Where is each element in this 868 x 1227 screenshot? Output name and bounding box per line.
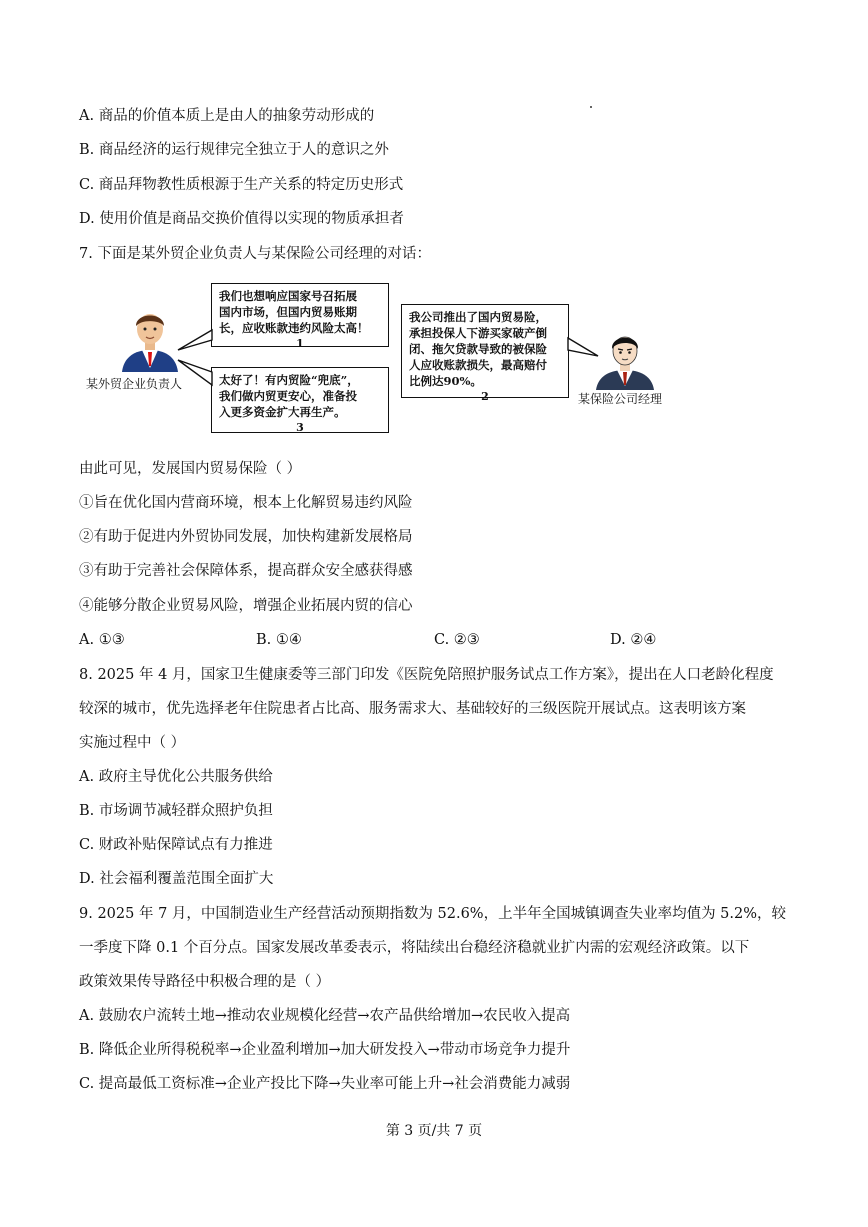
q8-option-a: A. 政府主导优化公共服务供给 [79,769,273,785]
q7-item-2: ②有助于促进内外贸协同发展，加快构建新发展格局 [79,529,413,545]
q7-stem: 7. 下面是某外贸企业负责人与某保险公司经理的对话： [79,246,431,262]
q9-line-1: 9. 2025 年 7 月，中国制造业生产经营活动预期指数为 52.6%，上半年全国城镇调查失业率均值为 5.2%，较 [79,906,787,922]
page-footer: 第 3 页/共 7 页 [385,1123,483,1139]
q8-option-b: B. 市场调节减轻群众照护负担 [79,803,273,819]
q8-line-2: 较深的城市，优先选择老年住院患者占比高、服务需求大、基础较好的三级医院开展试点。这表明该方案 [79,701,746,717]
q7-option-b: B. ①④ [256,632,302,648]
bubble1-line: 国内市场，但国内贸易账期 [219,305,357,319]
q7-option-c: C. ②③ [434,632,480,648]
bubble1-number: 1 [296,337,304,350]
bubble-tails [0,0,868,460]
q6-option-a: A. 商品的价值本质上是由人的抽象劳动形成的 [79,108,375,124]
q7-item-3: ③有助于完善社会保障体系，提高群众安全感获得感 [79,563,413,579]
q7-lead: 由此可见，发展国内贸易保险（ ） [79,461,302,477]
left-person-caption: 某外贸企业负责人 [86,377,183,391]
bubble2-line: 闭、拖欠贷款导致的被保险 [409,342,547,356]
right-person-caption: 某保险公司经理 [578,392,663,406]
bubble1-line: 我们也想响应国家号召拓展 [219,289,357,303]
bubble3-number: 3 [296,421,304,434]
bubble2-line: 比例达90%。 [409,374,482,388]
q9-line-3: 政策效果传导路径中积极合理的是（ ） [79,974,331,990]
bubble3-line: 入更多资金扩大再生产。 [219,405,346,419]
q9-option-a: A. 鼓励农户流转土地→推动农业规模化经营→农产品供给增加→农民收入提高 [79,1008,571,1024]
bubble2-line: 承担投保人下游买家破产倒 [409,326,547,340]
q8-line-3: 实施过程中（ ） [79,735,186,751]
bubble2-number: 2 [481,390,489,403]
q8-line-1: 8. 2025 年 4 月，国家卫生健康委等三部门印发《医院免陪照护服务试点工作方案》，提出在人口老龄化程度 [79,667,774,683]
bubble3-line: 太好了！有内贸险“兜底”， [219,373,359,387]
bubble3-line: 我们做内贸更安心，准备投 [219,389,357,403]
q8-option-d: D. 社会福利覆盖范围全面扩大 [79,871,274,887]
q6-option-d: D. 使用价值是商品交换价值得以实现的物质承担者 [79,211,404,227]
bubble2-line: 我公司推出了国内贸易险， [409,310,547,324]
q7-item-4: ④能够分散企业贸易风险，增强企业拓展内贸的信心 [79,598,413,614]
q6-option-c: C. 商品拜物教性质根源于生产关系的特定历史形式 [79,177,404,193]
q9-option-b: B. 降低企业所得税税率→企业盈利增加→加大研发投入→带动市场竞争力提升 [79,1042,571,1058]
q6-option-b: B. 商品经济的运行规律完全独立于人的意识之外 [79,142,389,158]
q9-option-c: C. 提高最低工资标准→企业产投比下降→失业率可能上升→社会消费能力减弱 [79,1076,571,1092]
q7-item-1: ①旨在优化国内营商环境，根本上化解贸易违约风险 [79,495,413,511]
q9-line-2: 一季度下降 0.1 个百分点。国家发展改革委表示，将陆续出台稳经济稳就业扩内需的宏观经济政策。以下 [79,940,750,956]
q7-option-d: D. ②④ [610,632,657,648]
q8-option-c: C. 财政补贴保障试点有力推进 [79,837,273,853]
bubble2-line: 人应收账款损失，最高赔付 [409,358,547,372]
q7-option-a: A. ①③ [79,632,125,648]
bubble1-line: 长，应收账款违约风险太高！ [219,321,369,335]
